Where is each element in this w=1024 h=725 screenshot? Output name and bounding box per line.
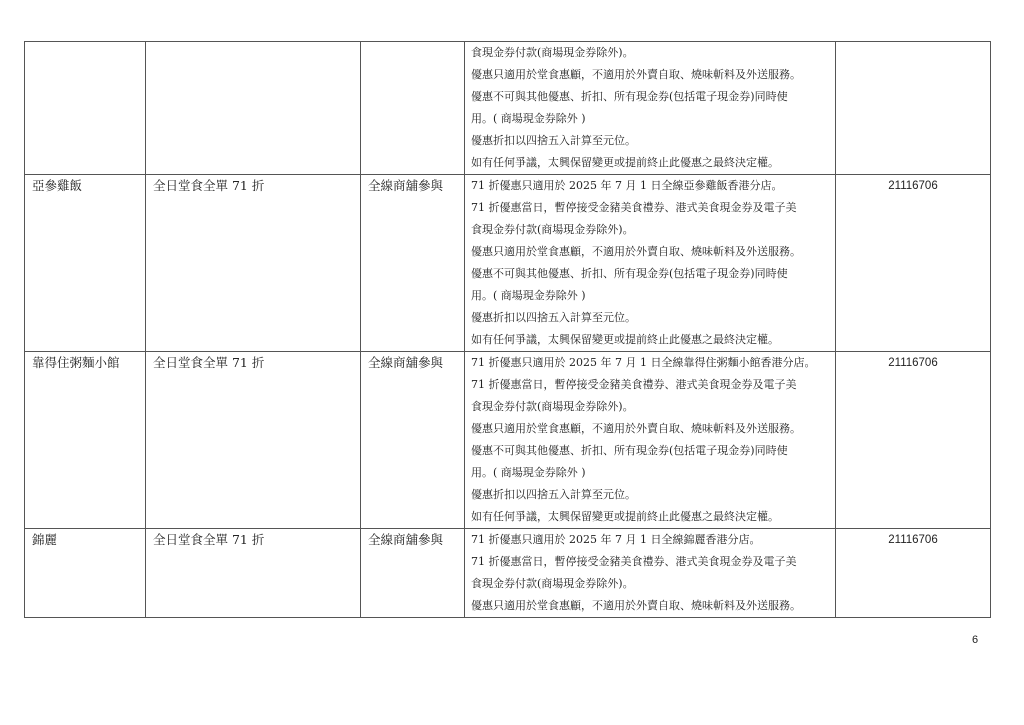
merchant-name-cell	[25, 529, 146, 618]
terms-line: 食現金券付款(商場現金券除外)。	[471, 400, 634, 413]
offers-table	[24, 41, 991, 618]
terms-list	[465, 42, 835, 174]
terms-line: 71 折優惠當日，暫停接受金豬美食禮券、港式美食現金券及電子美	[471, 555, 797, 568]
terms-line: 優惠只適用於堂食惠顧，不適用於外賣自取、燒味斬料及外送服務。	[471, 245, 801, 258]
terms-line: 優惠只適用於堂食惠顧，不適用於外賣自取、燒味斬料及外送服務。	[471, 68, 801, 81]
scope-cell	[361, 175, 465, 352]
offer-text: 全日堂食全單 71 折	[153, 532, 265, 547]
terms-list	[465, 352, 835, 528]
merchant-name-cell	[25, 175, 146, 352]
offer-text: 全日堂食全單 71 折	[153, 178, 265, 193]
terms-list	[465, 529, 835, 617]
terms-line: 優惠不可與其他優惠、折扣、所有現金券(包括電子現金券)同時使	[471, 444, 788, 457]
table-row	[25, 175, 991, 352]
terms-line: 優惠折扣以四捨五入計算至元位。	[471, 134, 636, 147]
offer-cell	[146, 529, 361, 618]
terms-line: 71 折優惠當日，暫停接受金豬美食禮券、港式美食現金券及電子美	[471, 201, 797, 214]
terms-cell	[465, 42, 836, 175]
terms-cell	[465, 175, 836, 352]
terms-line: 用。( 商場現金券除外 )	[471, 466, 586, 479]
terms-line: 用。( 商場現金券除外 )	[471, 289, 586, 302]
offers-table-body	[25, 42, 991, 618]
table-row	[25, 352, 991, 529]
offer-cell	[146, 352, 361, 529]
code-cell	[836, 42, 991, 175]
terms-line: 優惠不可與其他優惠、折扣、所有現金券(包括電子現金券)同時使	[471, 90, 788, 103]
terms-line: 71 折優惠只適用於 2025 年 7 月 1 日全線亞參雞飯香港分店。	[471, 179, 783, 192]
offer-code: 21116706	[888, 357, 938, 369]
offer-code: 21116706	[888, 180, 938, 192]
terms-line: 優惠折扣以四捨五入計算至元位。	[471, 488, 636, 501]
offer-text: 全日堂食全單 71 折	[153, 355, 265, 370]
offer-cell	[146, 175, 361, 352]
terms-line: 如有任何爭議，太興保留變更或提前終止此優惠之最終決定權。	[471, 510, 779, 523]
scope-cell	[361, 529, 465, 618]
terms-line: 用。( 商場現金券除外 )	[471, 112, 586, 125]
scope-cell	[361, 42, 465, 175]
terms-line: 優惠不可與其他優惠、折扣、所有現金券(包括電子現金券)同時使	[471, 267, 788, 280]
merchant-name: 靠得住粥麵小館	[32, 355, 120, 370]
terms-cell	[465, 352, 836, 529]
merchant-name-cell	[25, 42, 146, 175]
code-cell	[836, 175, 991, 352]
terms-line: 優惠只適用於堂食惠顧，不適用於外賣自取、燒味斬料及外送服務。	[471, 599, 801, 612]
terms-line: 如有任何爭議，太興保留變更或提前終止此優惠之最終決定權。	[471, 156, 779, 169]
table-row	[25, 42, 991, 175]
terms-line: 71 折優惠只適用於 2025 年 7 月 1 日全線錦麗香港分店。	[471, 533, 761, 546]
merchant-name-cell	[25, 352, 146, 529]
scope-text: 全線商舖參與	[368, 178, 444, 193]
scope-cell	[361, 352, 465, 529]
scope-text: 全線商舖參與	[368, 532, 444, 547]
terms-line: 如有任何爭議，太興保留變更或提前終止此優惠之最終決定權。	[471, 333, 779, 346]
merchant-name: 錦麗	[32, 532, 58, 547]
merchant-name: 亞參雞飯	[32, 178, 83, 193]
terms-line: 食現金券付款(商場現金券除外)。	[471, 577, 634, 590]
offer-cell	[146, 42, 361, 175]
offer-code: 21116706	[888, 534, 938, 546]
code-cell	[836, 352, 991, 529]
page-number: 6	[972, 634, 979, 646]
table-row	[25, 529, 991, 618]
terms-line: 優惠折扣以四捨五入計算至元位。	[471, 311, 636, 324]
code-cell	[836, 529, 991, 618]
terms-line: 71 折優惠只適用於 2025 年 7 月 1 日全線靠得住粥麵小館香港分店。	[471, 356, 816, 369]
terms-line: 優惠只適用於堂食惠顧，不適用於外賣自取、燒味斬料及外送服務。	[471, 422, 801, 435]
scope-text: 全線商舖參與	[368, 355, 444, 370]
terms-list	[465, 175, 835, 351]
terms-line: 食現金券付款(商場現金券除外)。	[471, 223, 634, 236]
terms-line: 食現金券付款(商場現金券除外)。	[471, 46, 634, 59]
terms-cell	[465, 529, 836, 618]
terms-line: 71 折優惠當日，暫停接受金豬美食禮券、港式美食現金券及電子美	[471, 378, 797, 391]
